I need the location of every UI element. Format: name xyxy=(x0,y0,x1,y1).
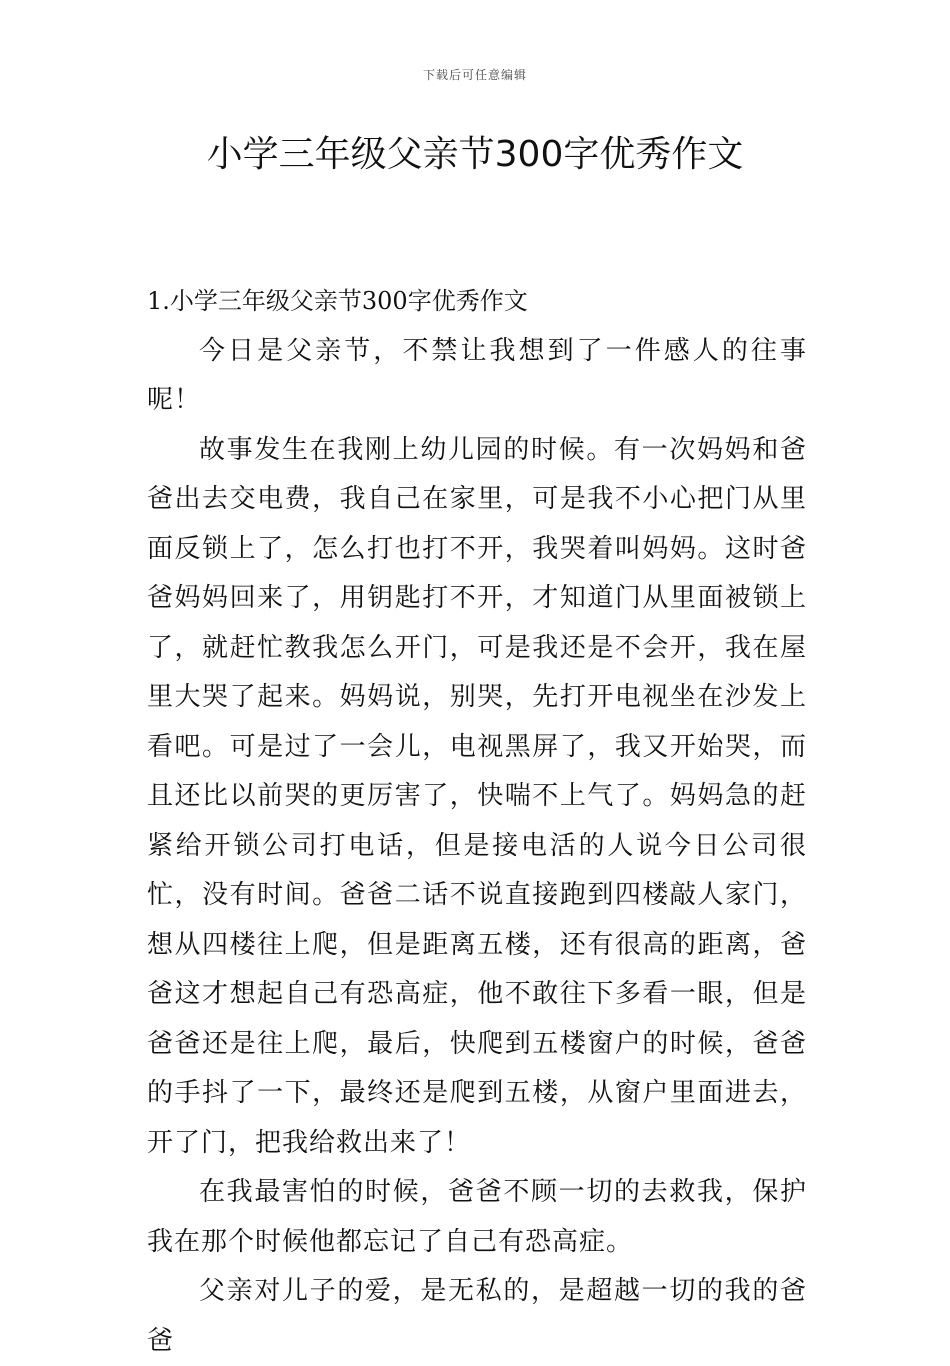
paragraph-intro: 今日是父亲节，不禁让我想到了一件感人的往事呢！ xyxy=(147,335,807,415)
paragraph-reflection: 在我最害怕的时候，爸爸不顾一切的去救我，保护我在那个时候他都忘记了自己有恐高症。 xyxy=(147,1177,807,1257)
section-heading: 1.小学三年级父亲节300字优秀作文 xyxy=(147,287,528,315)
document-title: 小学三年级父亲节300字优秀作文 xyxy=(206,134,744,175)
document-body xyxy=(147,277,807,1366)
header-note: 下载后可任意编辑 xyxy=(422,68,527,82)
paragraph-story: 故事发生在我刚上幼儿园的时候。有一次妈妈和爸爸出去交电费，我自己在家里，可是我不小心把门从里面反锁上了，怎么打也打不开，我哭着叫妈妈。这时爸爸妈妈回来了，用钥匙打不开，才知道门从里面被锁上了，就赶忙教我怎么开门，可是我还是不会开，我在屋里大哭了起来。妈妈说，别哭，先打开电视坐在沙发上看吧。可是过了一会儿，电视黑屏了，我又开始哭，而且还比以前哭的更厉害了，快喘不上气了。妈妈急的赶紧给开锁公司打电话，但是接电活的人说今日公司很忙，没有时间。爸爸二话不说直接跑到四楼敲人家门，想从四楼往上爬，但是距离五楼，还有很高的距离，爸爸这才想起自己有恐高症，他不敢往下多看一眼，但是爸爸还是往上爬，最后，快爬到五楼窗户的时候，爸爸的手抖了一下，最终还是爬到五楼，从窗户里面进去，开了门，把我给救出来了！ xyxy=(147,434,807,1158)
paragraph-closing: 父亲对儿子的爱，是无私的，是超越一切的我的爸爸 xyxy=(147,1276,807,1356)
